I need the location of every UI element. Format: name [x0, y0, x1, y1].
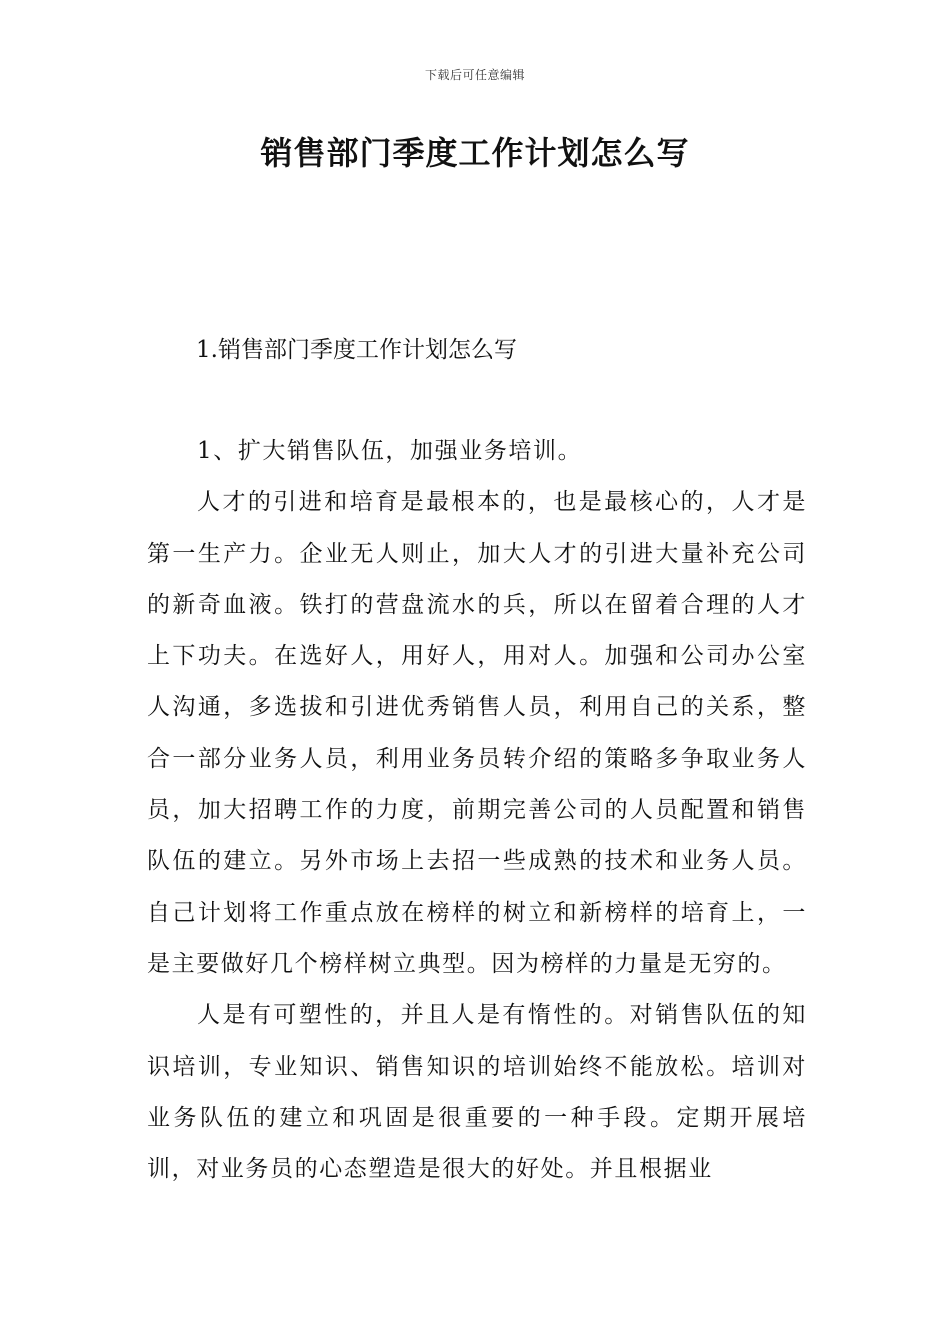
section-heading: 1.销售部门季度工作计划怎么写	[196, 337, 517, 363]
paragraph-training: 人是有可塑性的，并且人是有惰性的。对销售队伍的知识培训，专业知识、销售知识的培训始终不能放松。培训对业务队伍的建立和巩固是很重要的一种手段。定期开展培训，对业务员的心态塑造是很大的好处。并且根据业	[147, 1002, 807, 1183]
body-text	[147, 426, 807, 1195]
document-title: 销售部门季度工作计划怎么写	[260, 134, 690, 172]
paragraph-point-1: 1、扩大销售队伍，加强业务培训。	[197, 438, 583, 464]
header-note: 下载后可任意编辑	[424, 68, 525, 82]
paragraph-talent: 人才的引进和培育是最根本的，也是最核心的，人才是第一生产力。企业无人则止，加大人才的引进大量补充公司的新奇血液。铁打的营盘流水的兵，所以在留着合理的人才上下功夫。在选好人，用好人，用对人。加强和公司办公室人沟通，多选拔和引进优秀销售人员，利用自己的关系，整合一部分业务人员，利用业务员转介绍的策略多争取业务人员，加大招聘工作的力度，前期完善公司的人员配置和销售队伍的建立。另外市场上去招一些成熟的技术和业务人员。自己计划将工作重点放在榜样的树立和新榜样的培育上，一是主要做好几个榜样树立典型。因为榜样的力量是无穷的。	[147, 489, 807, 977]
